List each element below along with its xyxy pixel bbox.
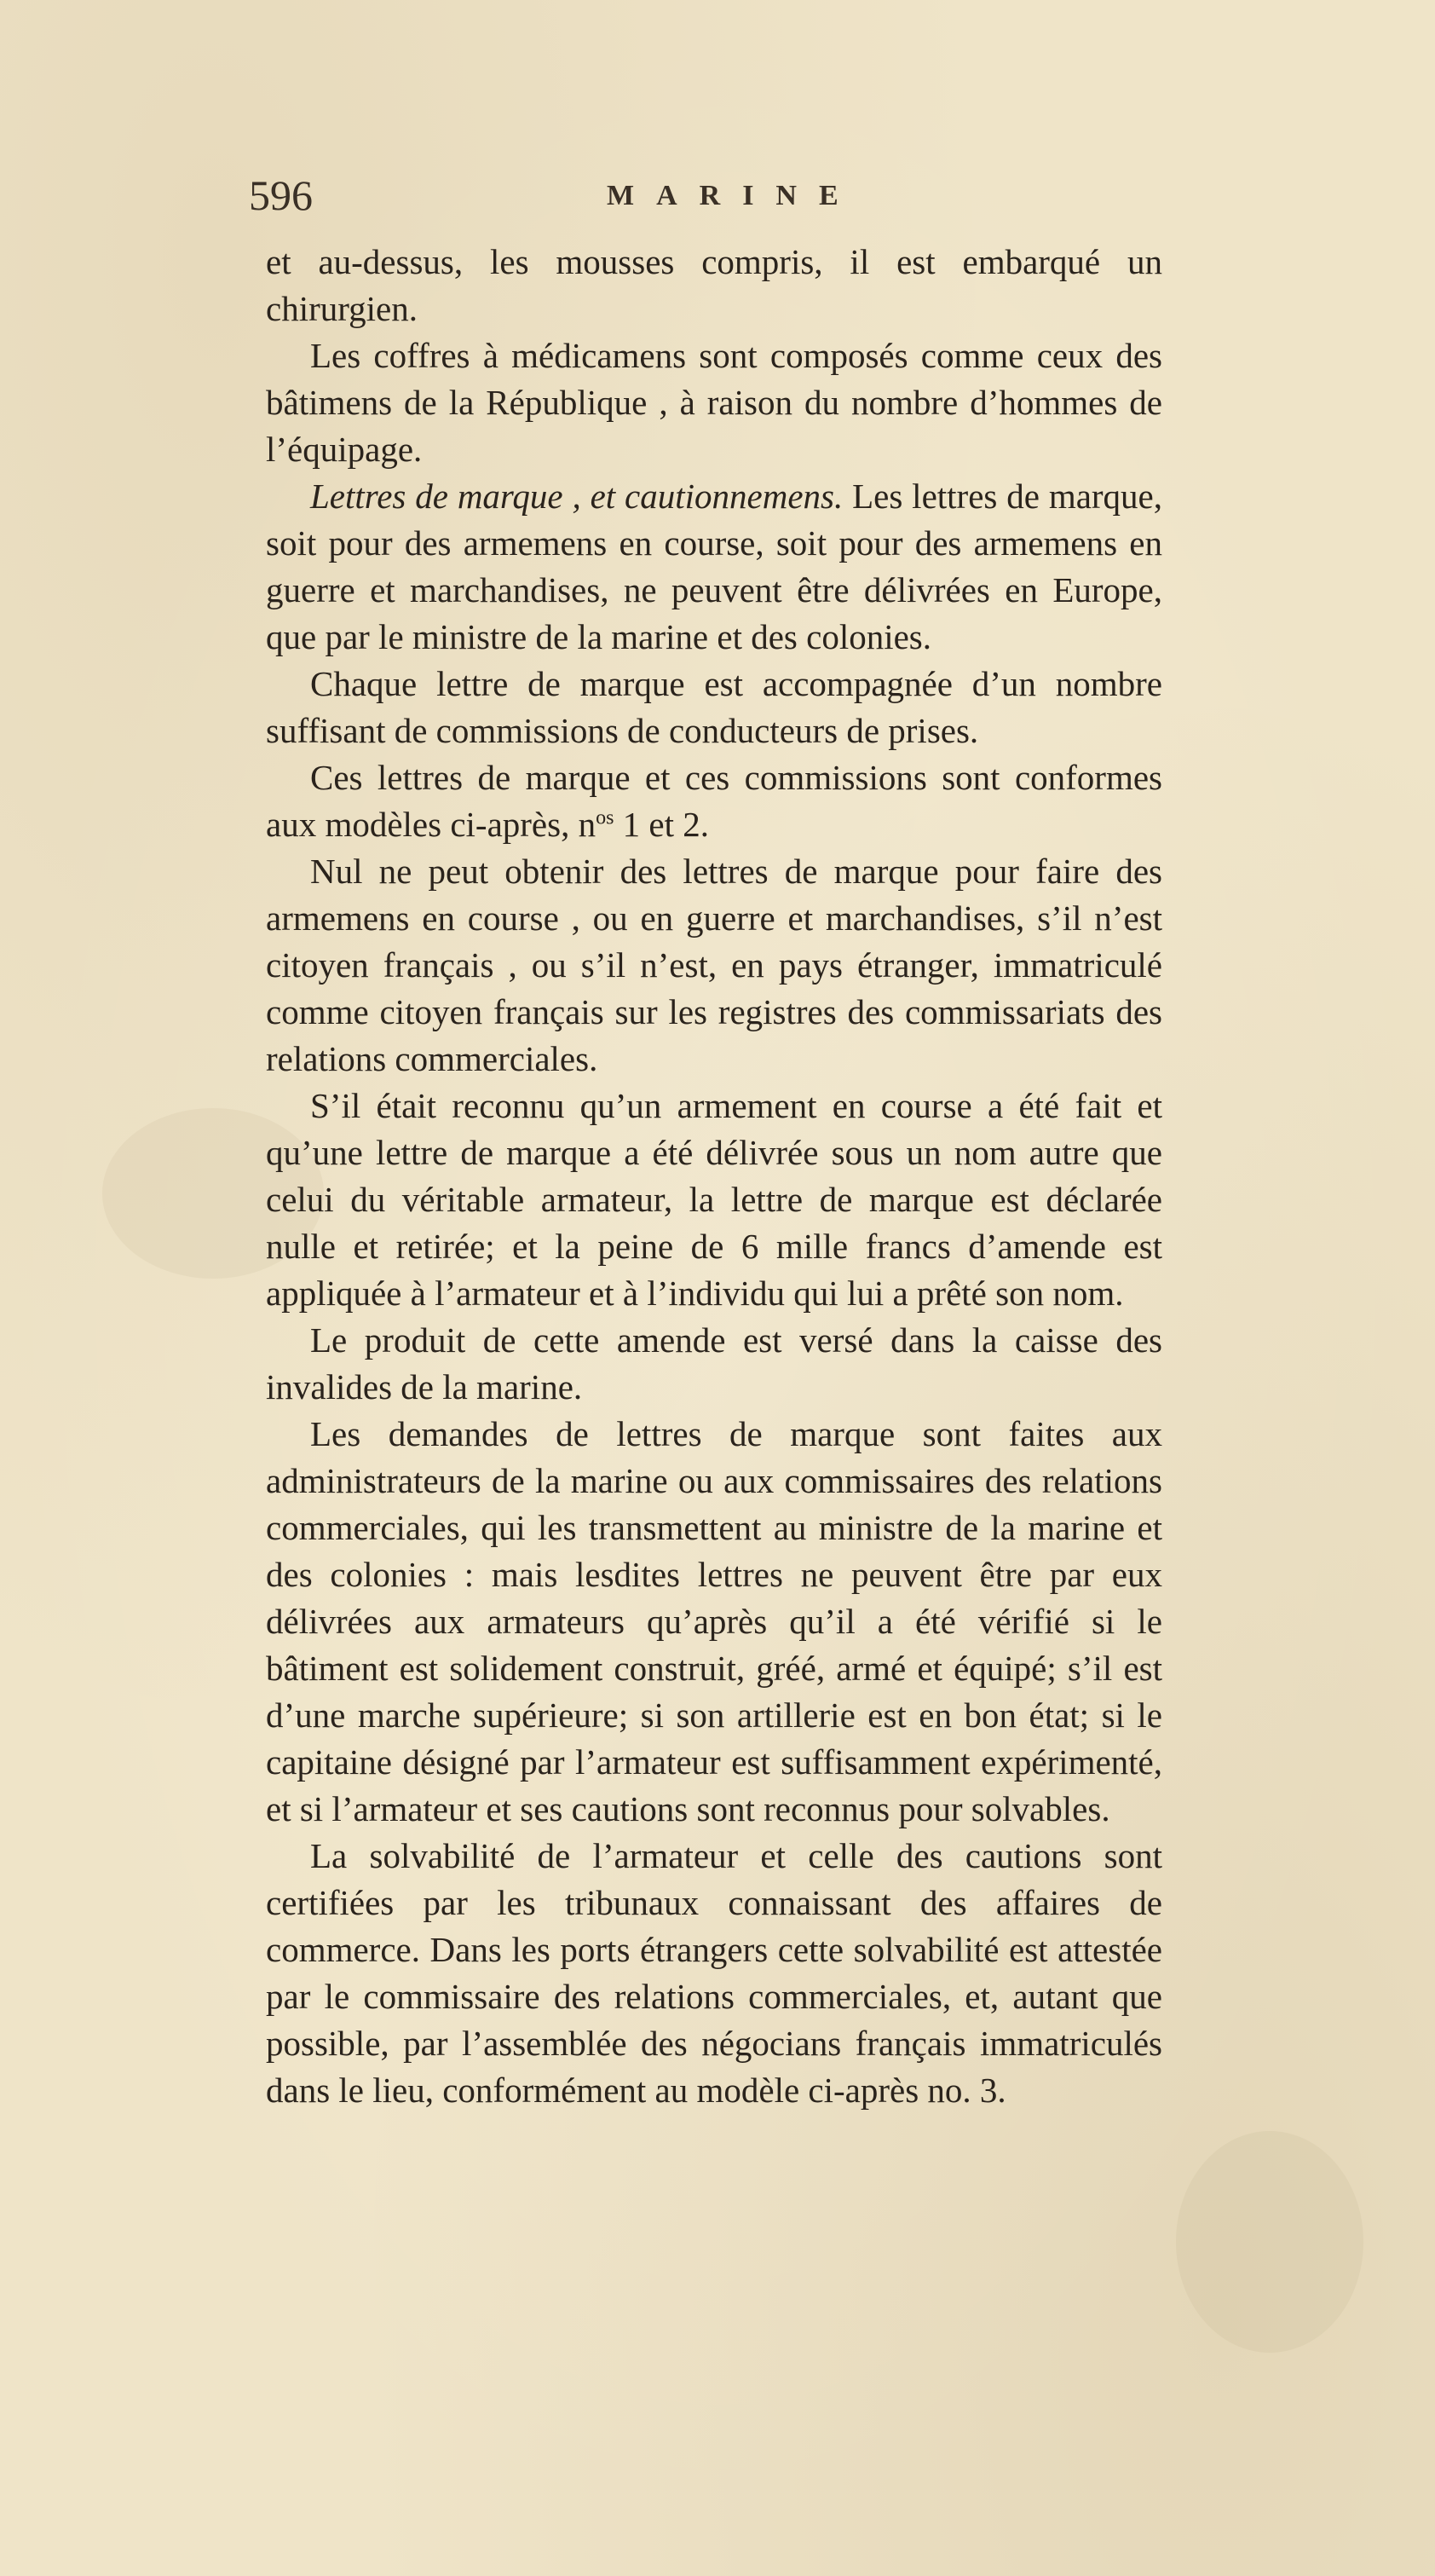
- text-block: [266, 239, 1162, 2114]
- paragraph: Chaque lettre de marque est accompagnée d’un nombre suffisant de commissions de conducteurs de prises.: [266, 664, 1162, 750]
- paragraph: [266, 754, 1162, 848]
- paragraph-text: 1 et 2.: [614, 805, 710, 844]
- paper-stain: [1176, 2131, 1363, 2353]
- paragraph: S’il était reconnu qu’un armement en course a été fait et qu’une lettre de marque a été délivrée sous un nom autre que celui du véritable armateur, la lettre de marque est déclarée nulle et retirée; et la peine de 6 mille francs d’amende est appliquée à l’armateur et à l’individu qui lui a prêté son nom.: [266, 1086, 1162, 1313]
- running-title: MARINE: [607, 180, 861, 211]
- paragraph: La solvabilité de l’armateur et celle des cautions sont certifiées par les tribunaux connaissant des affaires de commerce. Dans les ports étrangers cette solvabilité est attestée par le commissaire des relations commerciales, et, autant que possible, par l’assemblée des négocians français immatriculés dans le lieu, conformément au modèle ci-après no. 3.: [266, 1836, 1162, 2110]
- section-heading: Lettres de marque , et cautionnemens.: [310, 477, 844, 516]
- paragraph-text: Ces lettres de marque et ces commissions sont conformes aux modèles ci-après, n: [266, 758, 1162, 844]
- superscript: os: [596, 806, 614, 829]
- running-head: [249, 167, 1152, 227]
- paragraph: Nul ne peut obtenir des lettres de marque pour faire des armemens en course , ou en guerre et marchandises, s’il n’est citoyen français , ou s’il n’est, en pays étranger, immatriculé comme citoyen français sur les registres des commissariats des relations commerciales.: [266, 852, 1162, 1078]
- paragraph-text: Les lettres de marque, soit pour des armemens en course, soit pour des armemens en guerre et marchandises, ne peuvent être délivrées en Europe, que par le ministre de la marine et des colonies.: [266, 477, 1163, 656]
- paragraph: [266, 473, 1162, 661]
- paragraph: et au-dessus, les mousses compris, il est embarqué un chirurgien.: [266, 242, 1162, 328]
- paragraph: Les coffres à médicamens sont composés comme ceux des bâtimens de la République , à raison du nombre d’hommes de l’équipage.: [266, 336, 1162, 469]
- paragraph: Les demandes de lettres de marque sont faites aux administrateurs de la marine ou aux commissaires des relations commerciales, qui les transmettent au ministre de la marine et des colonies : mais lesdites lettres ne peuvent être par eux délivrées aux armateurs qu’après qu’il a été vérifié si le bâtiment est solidement construit, gréé, armé et équipé; s’il est d’une marche supérieure; si son artillerie est en bon état; si le capitaine désigné par l’armateur est suffisamment expérimenté, et si l’armateur et ses cautions sont reconnus pour solvables.: [266, 1414, 1162, 1828]
- page-number: 596: [249, 171, 313, 219]
- paragraph: Le produit de cette amende est versé dans la caisse des invalides de la marine.: [266, 1320, 1162, 1406]
